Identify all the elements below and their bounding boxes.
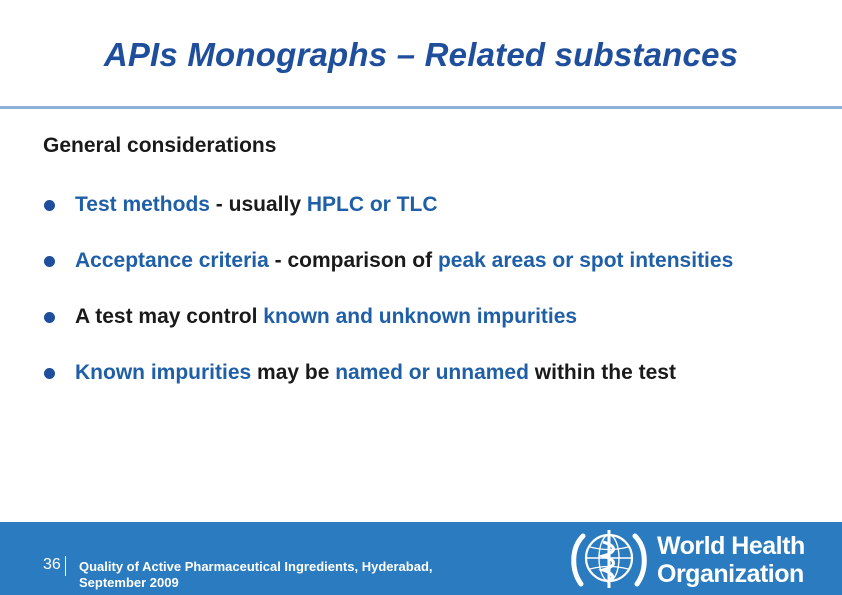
bullet-highlight: HPLC or TLC: [306, 193, 438, 216]
who-emblem-icon: [569, 526, 649, 592]
who-logo-text: [657, 532, 805, 588]
page-number: 36: [43, 556, 61, 573]
section-heading: General considerations: [43, 134, 277, 157]
bullet-dot-icon: [44, 200, 55, 211]
footer-bar: [0, 522, 842, 595]
bullet-list: [43, 189, 803, 389]
bullet-item: [43, 189, 803, 221]
bullet-item: [43, 245, 803, 277]
bullet-dot-icon: [44, 312, 55, 323]
who-logo-line2: Organization: [657, 560, 804, 588]
bullet-text: within the test: [528, 361, 676, 384]
footer-divider: [65, 556, 66, 576]
bullet-dot-icon: [44, 368, 55, 379]
who-logo-line1: World Health: [657, 532, 805, 560]
bullet-text: - comparison of: [268, 249, 438, 272]
bullet-item: [43, 357, 803, 389]
footer-caption: Quality of Active Pharmaceutical Ingredients, Hyderabad, September 2009: [79, 559, 433, 590]
bullet-highlight: Acceptance criteria: [75, 249, 269, 272]
bullet-dot-icon: [44, 256, 55, 267]
bullet-text: may be: [251, 361, 336, 384]
bullet-highlight: Known impurities: [75, 361, 252, 384]
bullet-highlight: named or unnamed: [335, 361, 529, 384]
slide-title: APIs Monographs – Related substances: [103, 36, 739, 73]
title-divider: [0, 106, 842, 109]
bullet-text: - usually: [209, 193, 307, 216]
bullet-highlight: Test methods: [75, 193, 210, 216]
bullet-text: A test may control: [75, 305, 264, 328]
bullet-highlight: peak areas or spot intensities: [437, 249, 734, 272]
bullet-highlight: known and unknown impurities: [263, 305, 578, 328]
bullet-item: [43, 301, 803, 333]
